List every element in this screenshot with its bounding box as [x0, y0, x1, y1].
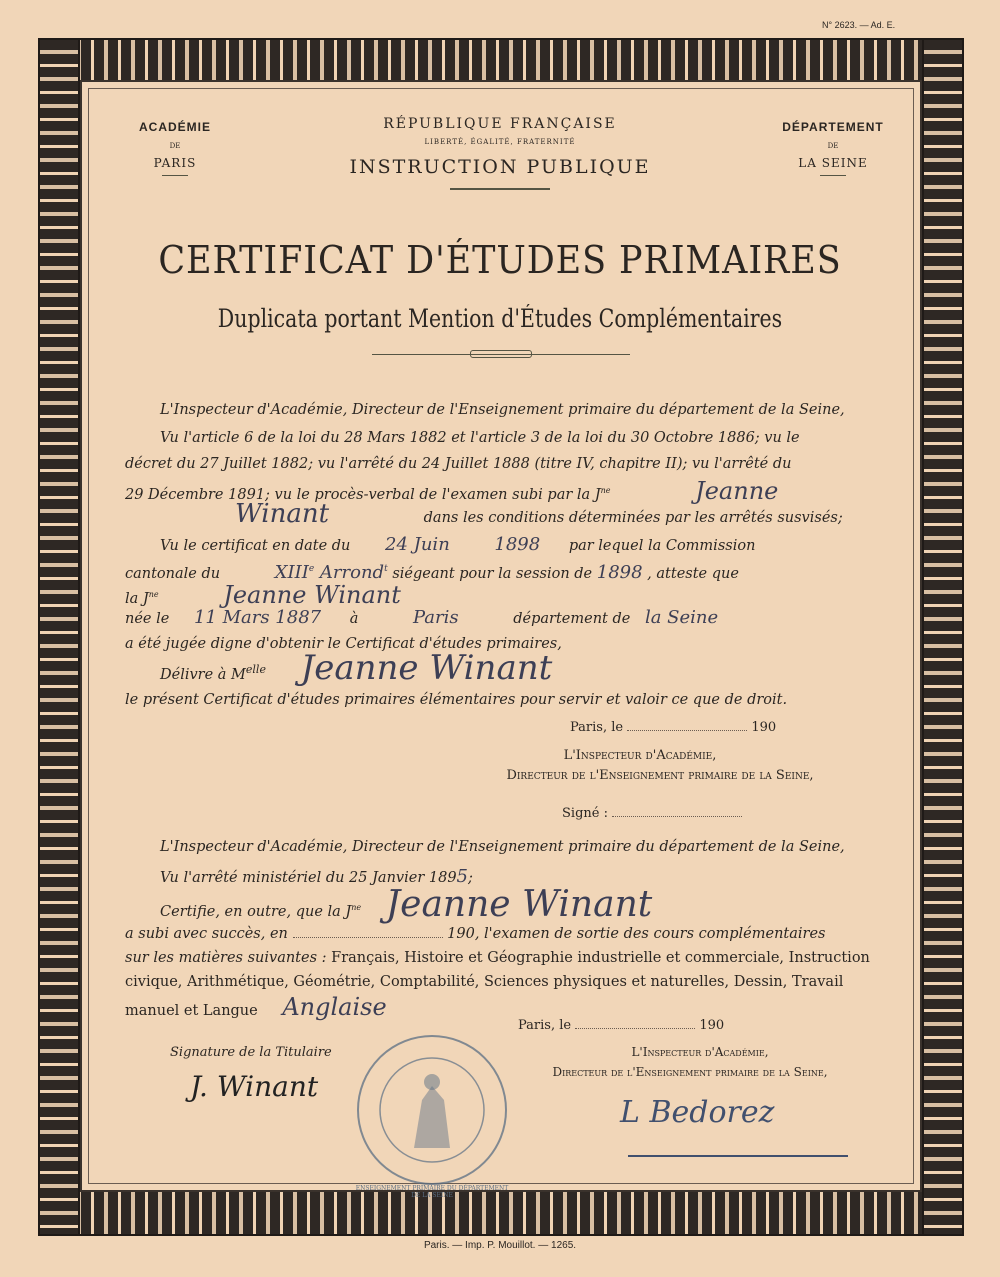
seine-label: LA SEINE	[798, 156, 868, 170]
text: à	[349, 611, 359, 627]
right-header	[776, 120, 890, 176]
handwritten-first-name: Jeanne	[695, 476, 779, 505]
printer-footer: Paris. — Imp. P. Mouillot. — 1265.	[423, 1240, 577, 1251]
handwritten-department: la Seine	[644, 607, 719, 628]
de-label: DE	[827, 142, 839, 150]
signed-label: Signé :	[562, 806, 742, 821]
para1-line11: Délivre à $M^{elle}$ Jeanne Winant	[160, 648, 553, 688]
divider-ornament-center	[470, 350, 532, 358]
motto-label: LIBERTÉ, ÉGALITÉ, FRATERNITÉ	[424, 138, 576, 146]
handwritten-recipient: Jeanne Winant	[300, 648, 553, 688]
de-label: DE	[169, 142, 181, 150]
handwritten-birthplace: Paris	[413, 607, 459, 628]
handwritten-recipient-2: Jeanne Winant	[385, 884, 653, 925]
text: département de	[513, 611, 631, 627]
director-title-2: Directeur de l'Enseignement primaire de la Seine,	[552, 1065, 828, 1079]
paris-label: PARIS	[153, 156, 197, 170]
para2-line5: sur les matières suivantes : Français, Histoire et Géographie industrielle et commerciale, Instruction	[125, 950, 870, 966]
place-date-2: Paris, le 190	[518, 1018, 725, 1033]
para2-line2: Vu l'arrêté ministériel du 25 Janvier 1895;	[160, 866, 473, 887]
para1-line10: a été jugée digne d'obtenir le Certificat d'études primaires,	[125, 636, 562, 652]
handwritten-arrondissement: XIIIe Arrond$^t$	[274, 562, 388, 583]
form-reference: N° 2623. — Ad. E.	[822, 20, 896, 30]
handwritten-surname: Winant	[235, 499, 330, 529]
director-title-1: Directeur de l'Enseignement primaire de la Seine,	[506, 768, 814, 783]
text: Certifie, en outre, que la J	[160, 904, 352, 920]
center-header	[300, 116, 700, 190]
handwritten-year: 1898	[494, 534, 541, 555]
para1-line2: Vu l'article 6 de la loi du 28 Mars 1882 et l'article 3 de la loi du 30 Octobre 1886; vu le	[160, 430, 800, 446]
certificate-title: CERTIFICAT D'ÉTUDES PRIMAIRES	[158, 238, 842, 282]
para1-line6	[160, 532, 880, 559]
handwritten-date: 24 Juin	[385, 534, 450, 555]
para1-line8: la $J^{ne}$ Jeanne Winant	[125, 580, 401, 609]
stamp-text: ENSEIGNEMENT PRIMAIRE DU DÉPARTEMENT DE LA SEINE	[355, 1185, 509, 1199]
para1-line1: L'Inspecteur d'Académie, Directeur de l'Enseignement primaire du département de la Seine,	[160, 402, 845, 418]
text: Vu le certificat en date du	[160, 538, 351, 554]
titulaire-signature: J. Winant	[190, 1070, 319, 1103]
text: par lequel la Commission	[568, 538, 756, 554]
text: Vu l'arrêté ministériel du 25 Janvier 189	[160, 870, 457, 886]
para2-line3: Certifie, en outre, que la $J^{ne}$ Jeanne Winant	[160, 884, 653, 925]
text: siégeant pour la session de	[392, 566, 593, 582]
inspector-title-2: L'Inspecteur d'Académie,	[631, 1045, 769, 1059]
text: cantonale du	[125, 566, 221, 582]
sup: ne	[600, 486, 611, 495]
inspector-title-1: L'Inspecteur d'Académie,	[563, 748, 717, 763]
handwritten-birthdate: 11 Mars 1887	[193, 607, 322, 628]
place-date-1: Paris, le 190	[570, 720, 777, 735]
official-stamp	[352, 1030, 512, 1190]
text: Délivre à M	[160, 667, 246, 683]
text: dans les conditions déterminées par les arrêtés susvisés;	[423, 510, 843, 526]
text: 29 Décembre 1891; vu le procès-verbal de l'examen subi par la J	[125, 486, 601, 503]
para1-line12: le présent Certificat d'études primaires élémentaires pour servir et valoir ce que de droit.	[125, 692, 788, 708]
para2-line4: a subi avec succès, en 190, l'examen de sortie des cours complémentaires	[125, 926, 826, 942]
text: née le	[125, 611, 170, 627]
handwritten-name: Jeanne Winant	[223, 580, 401, 609]
academie-label: ACADÉMIE	[138, 120, 211, 134]
left-header	[120, 120, 230, 176]
para2-line7: manuel et Langue Anglaise	[125, 993, 387, 1021]
para2-line1: L'Inspecteur d'Académie, Directeur de l'Enseignement primaire du département de la Seine,	[160, 839, 845, 855]
signature-flourish	[628, 1155, 848, 1157]
para1-line5	[125, 499, 885, 531]
text: , atteste que	[647, 566, 739, 582]
handwritten-language: Anglaise	[282, 993, 387, 1021]
departement-label: DÉPARTEMENT	[782, 120, 884, 134]
text: la J	[125, 590, 149, 607]
ornamental-border-left	[38, 38, 80, 1236]
certificate-subtitle: Duplicata portant Mention d'Études Complémentaires	[217, 304, 783, 333]
ministry-label: INSTRUCTION PUBLIQUE	[349, 156, 651, 178]
para1-line3: décret du 27 Juillet 1882; vu l'arrêté du 24 Juillet 1888 (titre IV, chapitre II); vu l'arrêté du	[125, 456, 792, 472]
ornamental-border-right	[922, 38, 964, 1236]
republic-label: RÉPUBLIQUE FRANÇAISE	[383, 116, 617, 132]
handwritten-session: 1898	[596, 562, 643, 583]
para2-line6: civique, Arithmétique, Géométrie, Comptabilité, Sciences physiques et naturelles, Dessin, Travail	[125, 974, 844, 990]
official-signature: L Bedorez	[620, 1095, 775, 1130]
para1-line9	[125, 605, 885, 632]
titulaire-label: Signature de la Titulaire	[170, 1045, 332, 1060]
